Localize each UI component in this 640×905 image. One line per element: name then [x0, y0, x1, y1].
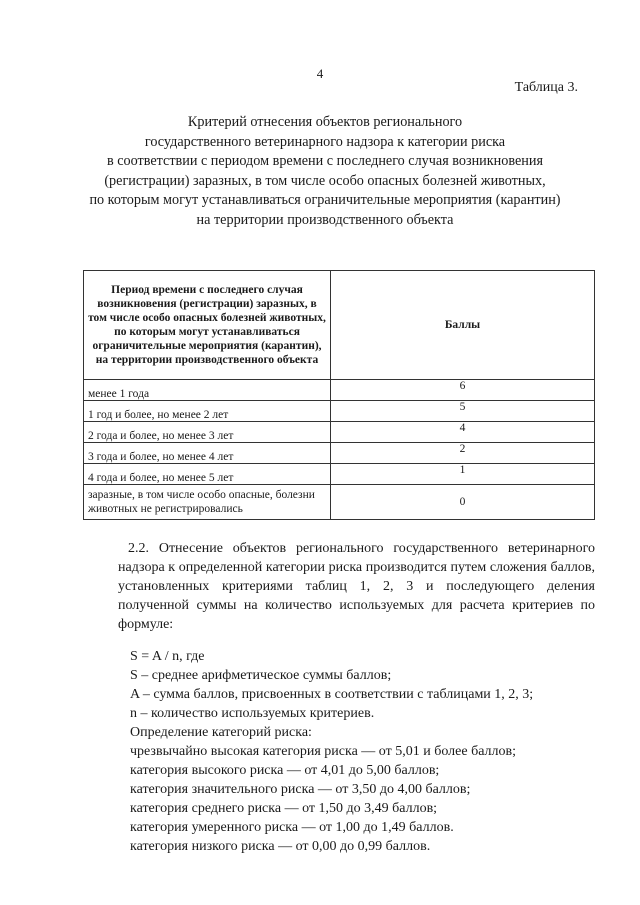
period-cell: 4 года и более, но менее 5 лет	[84, 464, 331, 485]
risk-criteria-table	[83, 270, 595, 520]
score-cell: 4	[331, 422, 595, 443]
score-cell: 0	[331, 485, 595, 520]
table-row	[84, 464, 595, 485]
formula-line: A – сумма баллов, присвоенных в соответствии с таблицами 1, 2, 3;	[130, 687, 534, 702]
formula-line: S = A / n, где	[130, 649, 205, 664]
header-period: Период времени с последнего случая возникновения (регистрации) заразных, в том числе особо опасных болезней животных, по которым могут устанавливаться ограничительные мероприятия (карантин), на территории производственного объекта	[84, 271, 331, 380]
title-line: Критерий отнесения объектов регионального	[187, 114, 463, 130]
formula-block	[130, 647, 533, 856]
period-cell: 2 года и более, но менее 3 лет	[84, 422, 331, 443]
period-cell: менее 1 года	[84, 380, 331, 401]
category-item: категория низкого риска — от 0,00 до 0,99 баллов.	[130, 839, 431, 854]
title-line: по которым могут устанавливаться ограничительные мероприятия (карантин)	[89, 192, 561, 209]
score-cell: 5	[331, 401, 595, 422]
category-item: категория значительного риска — от 3,50 до 4,00 баллов;	[130, 782, 471, 797]
formula-line: S – среднее арифметическое суммы баллов;	[130, 668, 392, 683]
table-header-row	[84, 271, 595, 380]
category-item: чрезвычайно высокая категория риска — от 5,01 и более баллов;	[130, 744, 517, 759]
table-row	[84, 443, 595, 464]
page-number: 4	[316, 66, 324, 81]
category-item: категория среднего риска — от 1,50 до 3,49 баллов;	[130, 801, 438, 816]
table-row	[84, 401, 595, 422]
category-item: категория высокого риска — от 4,01 до 5,00 баллов;	[130, 763, 440, 778]
score-cell: 6	[331, 380, 595, 401]
category-item: категория умеренного риска — от 1,00 до 1,49 баллов.	[130, 820, 454, 835]
categories-heading: Определение категорий риска:	[130, 725, 312, 740]
title-line: государственного ветеринарного надзора к категории риска	[144, 133, 506, 150]
formula-line: n – количество используемых критериев.	[130, 706, 375, 721]
table-label: Таблица 3.	[514, 80, 578, 95]
title-line: (регистрации) заразных, в том числе особо опасных болезней животных,	[104, 172, 546, 189]
title-line: на территории производственного объекта	[196, 211, 454, 228]
table-row	[84, 422, 595, 443]
period-cell: 1 год и более, но менее 2 лет	[84, 401, 331, 422]
document-title	[60, 113, 590, 231]
period-cell: заразные, в том числе особо опасные, болезни животных не регистрировались	[84, 485, 331, 520]
paragraph-text: 2.2. Отнесение объектов регионального государственного ветеринарного надзора к определенной категории риска производится путем сложения баллов, установленных критериями таблиц 1, 2, 3 и последующего деления полученной суммы на количество используемых для расчета критериев по формуле:	[118, 541, 595, 632]
period-cell: 3 года и более, но менее 4 лет	[84, 443, 331, 464]
header-score: Баллы	[331, 271, 595, 380]
score-cell: 2	[331, 443, 595, 464]
score-cell: 1	[331, 464, 595, 485]
title-line: в соответствии с периодом времени с последнего случая возникновения	[107, 153, 543, 170]
table-row	[84, 380, 595, 401]
table-row	[84, 485, 595, 520]
body-paragraph	[118, 539, 595, 634]
